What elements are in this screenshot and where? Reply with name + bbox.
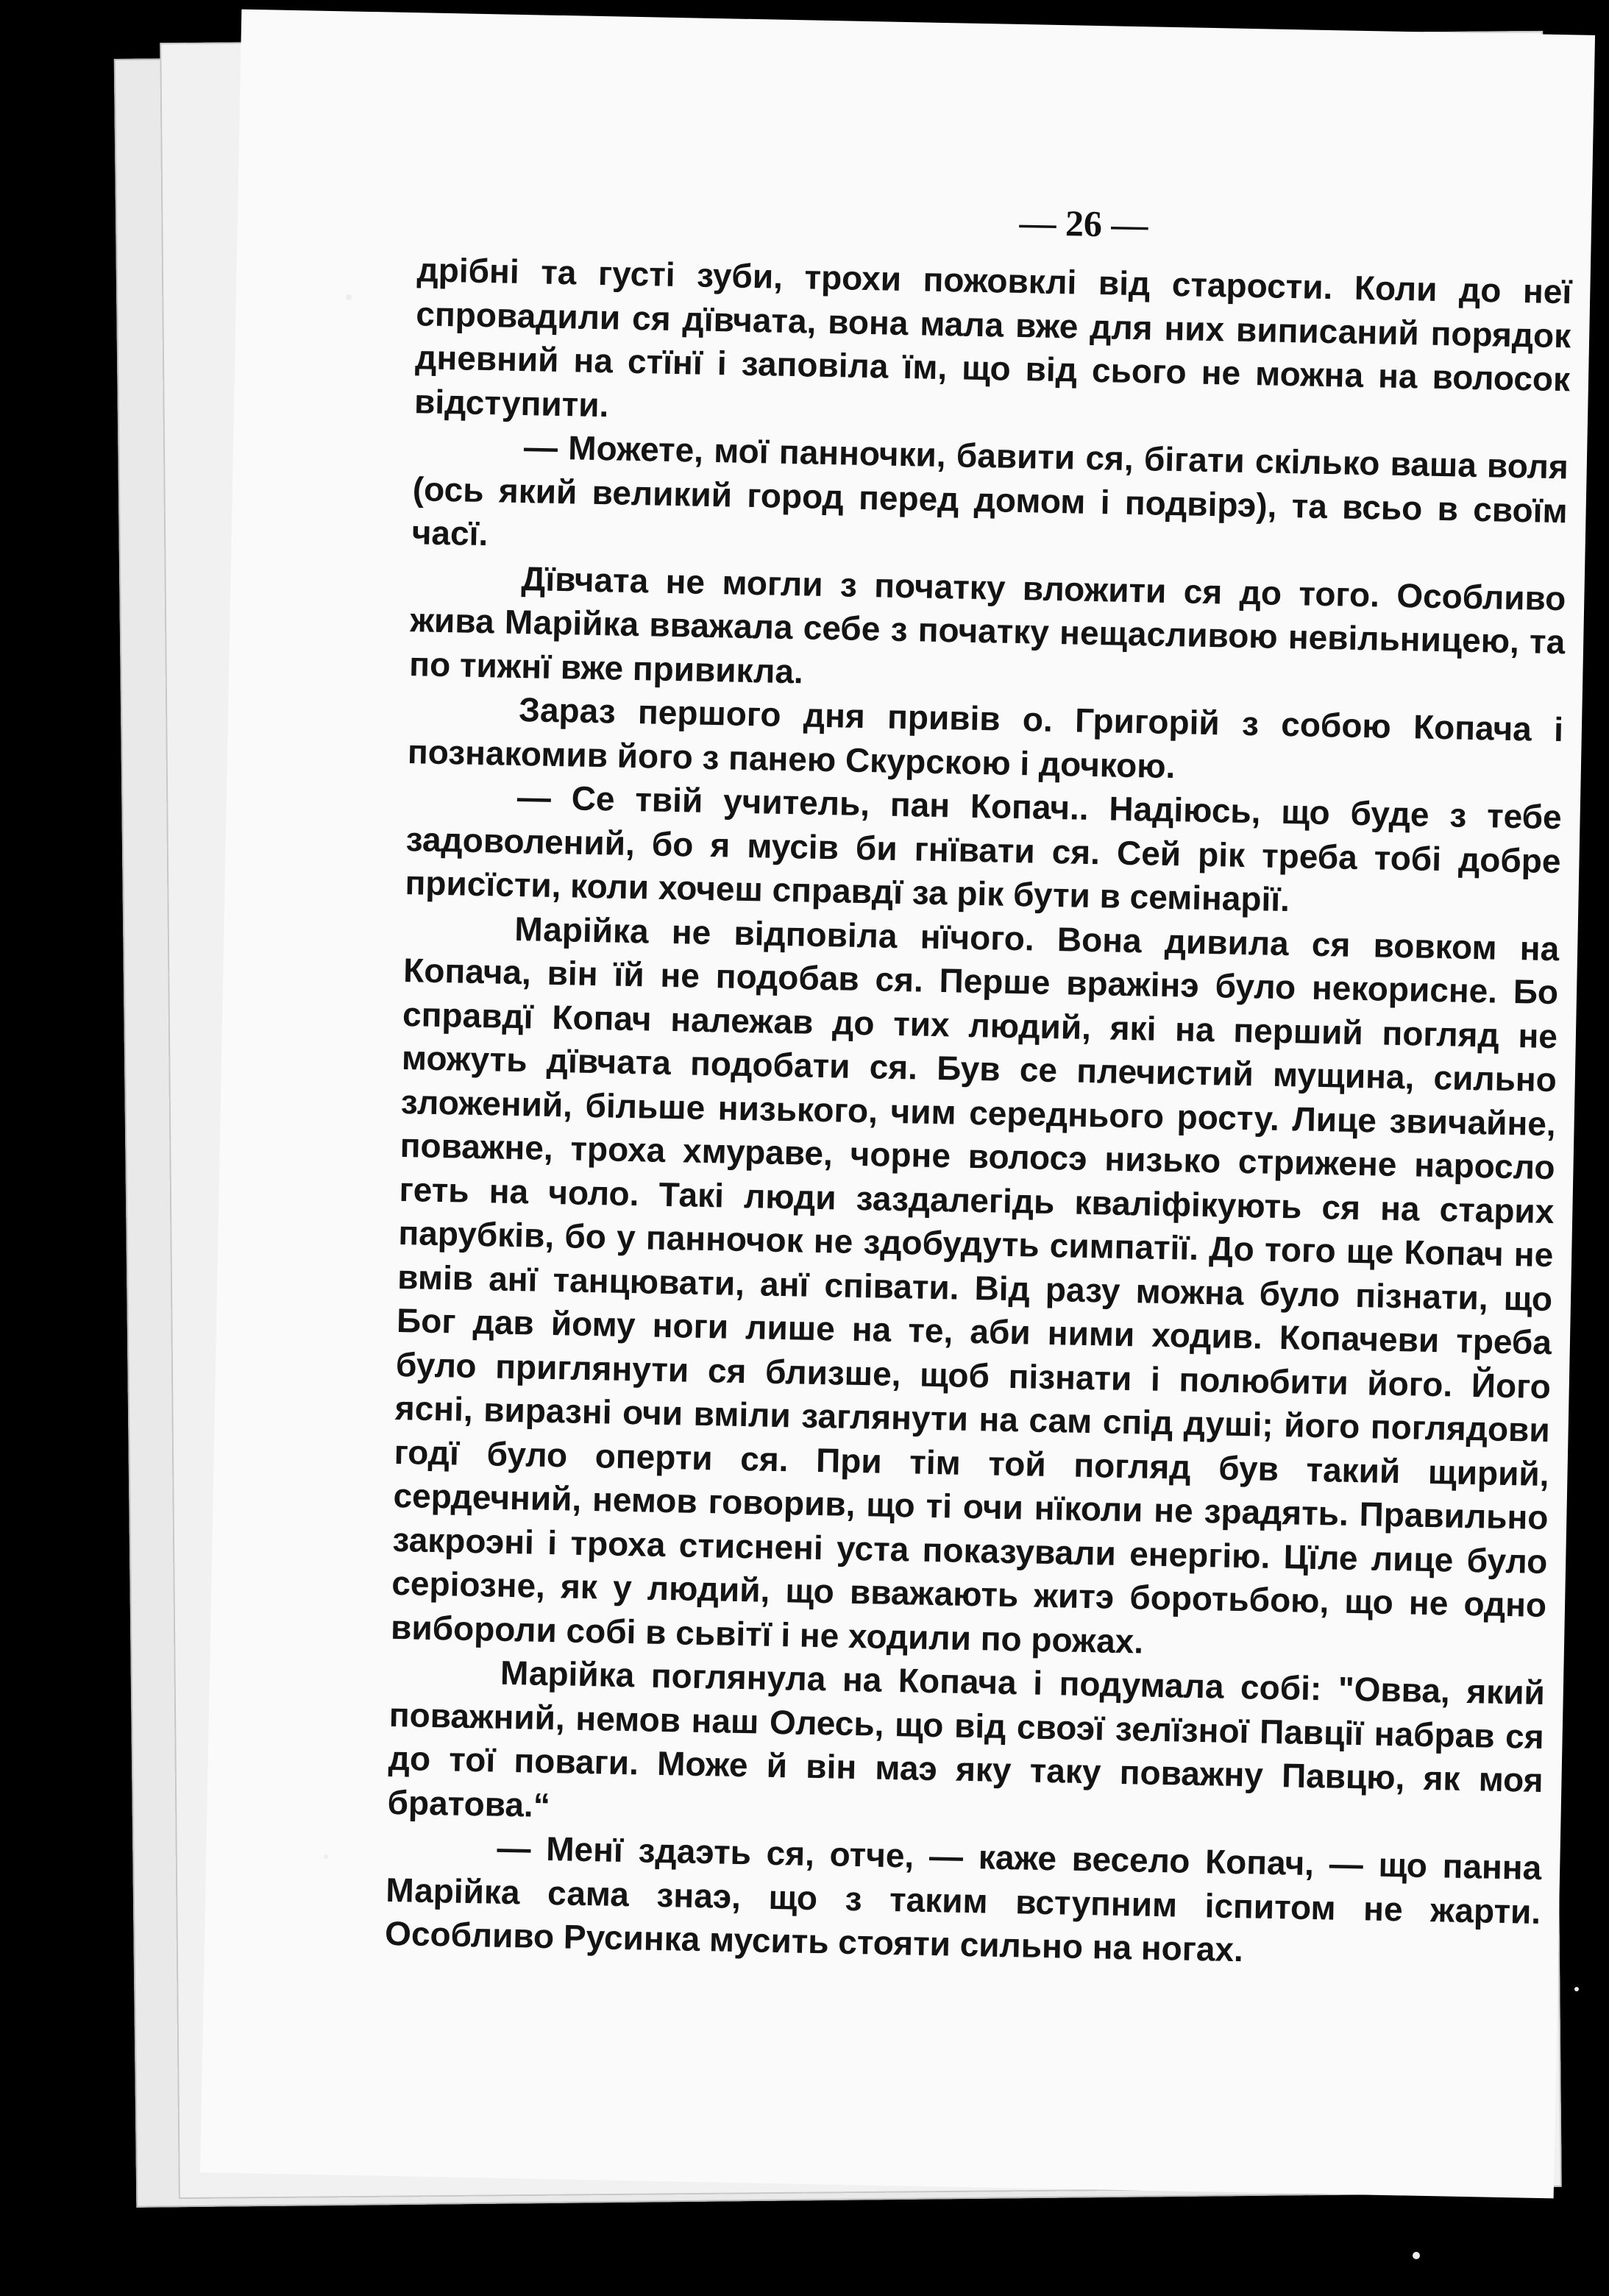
book-page	[200, 10, 1595, 2199]
paragraph: — Менї здаэть ся, отче, — каже весело Копач, — що панна Марійка сама знаэ, що з таким вступним іспитом не жарти. Особливо Русинка мусить стояти сильно на ногах.	[384, 1828, 1542, 1969]
dust-speck	[346, 294, 352, 300]
paragraph: дрібні та густі зуби, трохи пожовклі від старости. Коли до неї спровадили ся дївчата, вона мала вже для них виписаний порядок дневний на стїнї і заповіла їм, що від сього не можна на волосок відступити.	[413, 250, 1572, 424]
dust-speck	[324, 1854, 328, 1859]
paragraph: Дївчата не могли з початку вложити ся до того. Особливо жива Марійка вважала себе з початку нещасливою невільницею, та по тижнї вже привикла.	[408, 559, 1566, 690]
dust-speck	[1413, 2252, 1420, 2259]
page-number: — 26 —	[1018, 201, 1149, 246]
paragraph: — Можете, мої панночки, бавити ся, бігати скілько ваша воля (ось який великий город перед домом і подвірэ), та всьо в своїм часї.	[411, 428, 1569, 553]
paragraph: Марійка поглянула на Копача і подумала собі: "Овва, який поважний, немов наш Олесь, що від своэї зелїзної Павції набрав ся до тої поваги. Може й він маэ яку таку поважну Павцю, як моя братова.“	[387, 1653, 1546, 1824]
paragraph: — Се твій учитель, пан Копач.. Надіюсь, що буде з тебе задоволений, бо я мусів би гнївати ся. Сей рік треба тобі добре присїсти, коли хочеш справдї за рік бути в семінарії.	[405, 778, 1563, 919]
paragraph: Зараз першого дня привів о. Григорій з собою Копача і познакомив його з панею Скурскою і дочкою.	[407, 690, 1564, 785]
dust-speck	[1574, 1987, 1579, 1991]
page-text	[385, 248, 1572, 1977]
paragraph: Марійка не відповіла нїчого. Вона дивила ся вовком на Копача, він їй не подобав ся. Перше вражінэ було некорисне. Бо справдї Копач належав до тих людий, які на перший погляд не можуть дївчата подобати ся. Був се плечистий мущина, сильно зложений, більше низького, чим середнього росту. Лице звичайне, поважне, троха хмураве, чорне волосэ низько стрижене наросло геть на чоло. Такі люди заздалегідь кваліфікують ся на старих парубків, бо у панночок не здобудуть симпатії. До того ще Копач не вмів анї танцювати, анї співати. Від разу можна було пізнати, що Бог дав йому ноги лише на те, аби ними ходив. Копачеви треба було приглянути ся близше, щоб пізнати і полюбити його. Його ясні, виразні очи вміли заглянути на сам спід душі; його поглядови годї було оперти ся. При тім той погляд був такий щирий, сердечний, немов говорив, що ті очи нїколи не зрадять. Правильно закроэні і троха стиснені уста показували енергію. Цїле лице було серіозне, як у людий, що вважають житэ боротьбою, що не одно вибороли собі в сьвітї і не ходили по рожах.	[390, 909, 1560, 1661]
